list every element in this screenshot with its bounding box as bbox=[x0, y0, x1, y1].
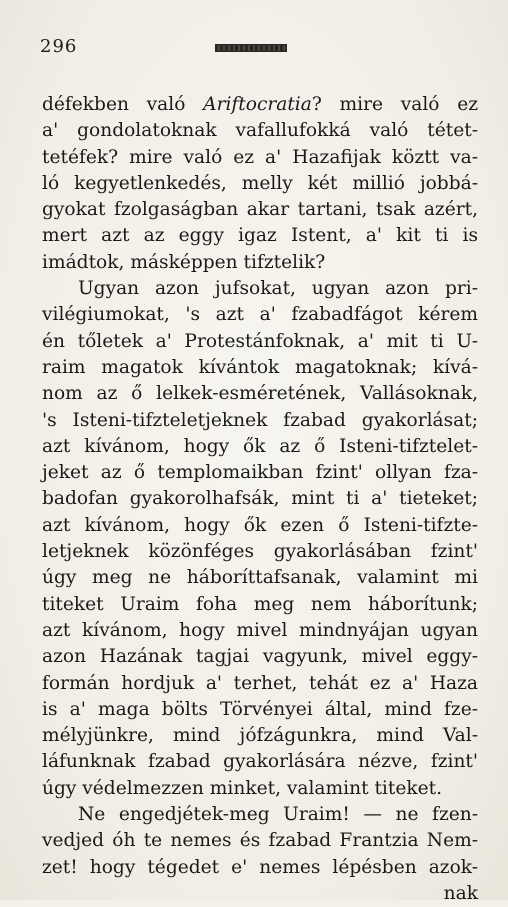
text-line-5: gyokat fzolgaságban akar tartani, tsak azért, bbox=[42, 199, 478, 221]
body-text bbox=[42, 92, 478, 907]
catchword: nak bbox=[443, 882, 478, 904]
text-line-9: vilégiumokat, 's azt a' fzabadfágot kérem bbox=[42, 304, 478, 326]
text-line-10: én tőletek a' Protestánfoknak, a' mit ti U- bbox=[42, 330, 478, 352]
text-line-24: is a' maga bölts Törvényei által, mind fze- bbox=[42, 698, 478, 720]
header-ornament bbox=[215, 44, 287, 52]
text-line-13: 's Isteni-tifzteletjeknek fzabad gyakorlásat; bbox=[42, 409, 478, 431]
text-line-29: vedjed óh te nemes és fzabad Frantzia Nem- bbox=[42, 830, 478, 852]
text-line-14: azt kívánom, hogy ők az ő Isteni-tifztelet- bbox=[42, 435, 478, 457]
text-line-20: titeket Uraim foha meg nem háborítunk; bbox=[42, 593, 478, 615]
text-line-25: mélyjünkre, mind jófzágunkra, mind Val- bbox=[42, 725, 478, 747]
text-line-19: úgy meg ne háboríttafsanak, valamint mi bbox=[42, 567, 478, 589]
emphasized-word: Ariftocratia bbox=[203, 94, 312, 115]
text-line-18: letjeknek közönféges gyakorlásában fzint' bbox=[42, 541, 478, 563]
paragraph-start-line: Ugyan azon jufsokat, ugyan azon pri- bbox=[78, 278, 478, 300]
text-line-16: badofan gyakorolhafsák, mint ti a' tieteket; bbox=[42, 488, 478, 510]
text-line-17: azt kívánom, hogy ők ezen ő Isteni-tifzte- bbox=[42, 514, 478, 536]
text-line-4: ló kegyetlenkedés, melly két millió jobbá- bbox=[42, 172, 478, 194]
text-line-12: nom az ő lelkek-esméretének, Vallásoknak, bbox=[42, 383, 478, 405]
text-line-3: tetéfek? mire való ez a' Hazafijak köztt va- bbox=[42, 146, 478, 168]
paragraph-start-line: Ne engedjétek-meg Uraim! — ne fzen- bbox=[78, 804, 478, 826]
text-line-27: úgy védelmezzen minket, valamint titeket. bbox=[42, 777, 442, 799]
text-line-22: azon Hazának tagjai vagyunk, mivel eggy- bbox=[42, 646, 478, 668]
text-line-15: jeket az ő templomaikban fzint' ollyan fza- bbox=[42, 462, 478, 484]
text-line-2: a' gondolatoknak vafallufokká való tétet- bbox=[42, 120, 478, 142]
text-line-7: imádtok, másképpen tifztelik? bbox=[42, 251, 326, 273]
page-number: 296 bbox=[40, 36, 78, 57]
text-line-21: azt kívánom, hogy mivel mindnyájan ugyan bbox=[42, 619, 478, 641]
text-line-11: raim magatok kívántok magatoknak; kívá- bbox=[42, 356, 478, 378]
text-line-26: láfunknak fzabad gyakorlására nézve, fzint' bbox=[42, 751, 478, 773]
text-line-23: formán hordjuk a' terhet, tehát ez a' Haza bbox=[42, 672, 478, 694]
text-line-6: mert azt az eggy igaz Istent, a' kit ti is bbox=[42, 225, 478, 247]
text-line-30: zet! hogy tégedet e' nemes lépésben azok- bbox=[42, 856, 478, 878]
text-line-1: défekben való Ariftocratia? mire való ez bbox=[42, 94, 479, 115]
